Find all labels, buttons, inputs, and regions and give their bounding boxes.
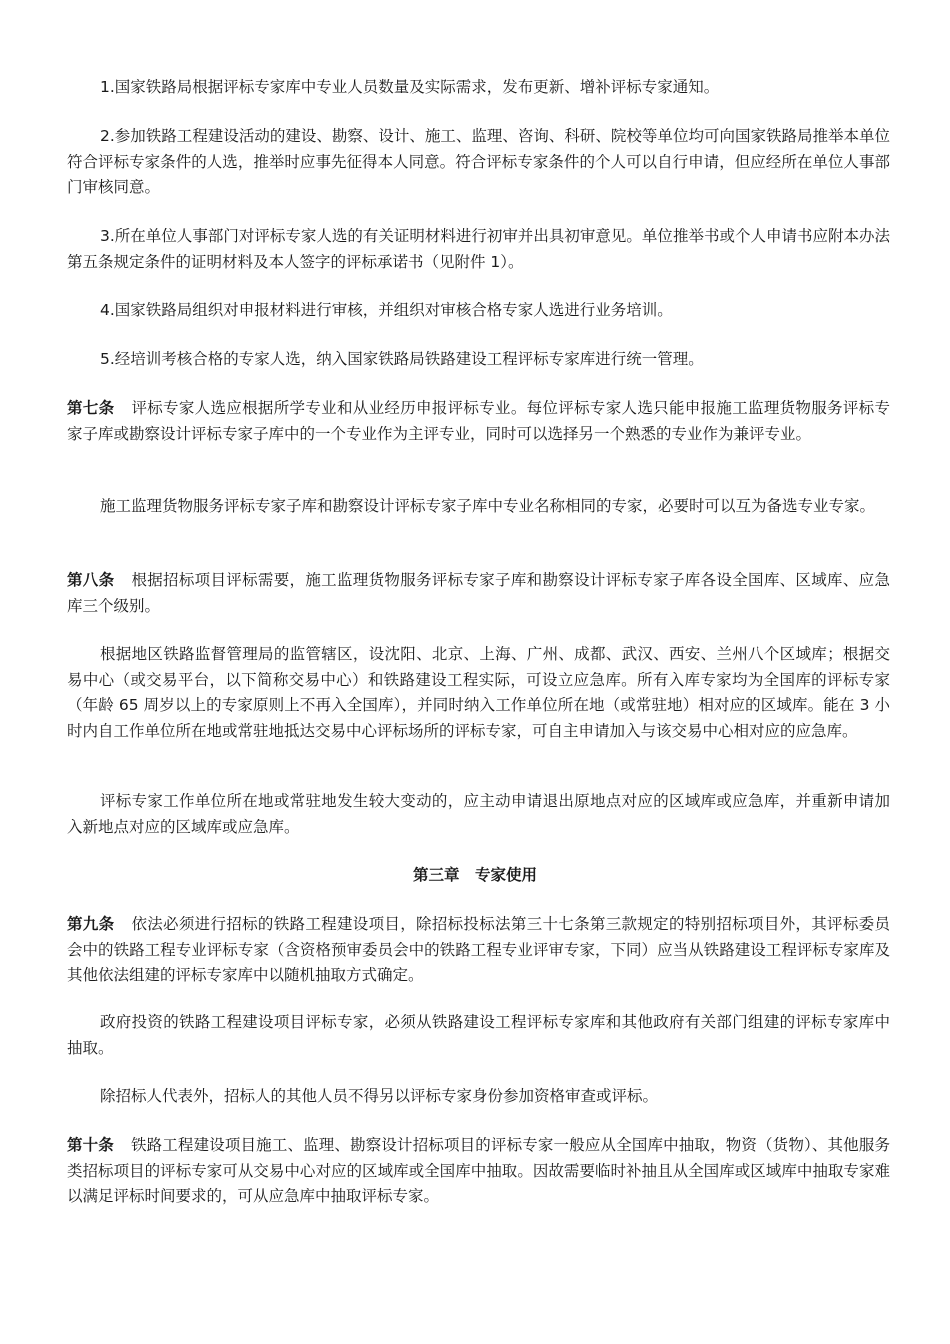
article-10-text: 铁路工程建设项目施工、监理、勘察设计招标项目的评标专家一般应从全国库中抽取，物资（货物）、其他服务类招标项目的评标专家可从交易中心对应的区域库或全国库中抽取。因故需要临时补抽且从全国库或区域库中抽取专家难以满足评标时间要求的，可从应急库中抽取评标专家。 — [67, 1136, 890, 1205]
list-item-1: 1.国家铁路局根据评标专家库中专业人员数量及实际需求，发布更新、增补评标专家通知。 — [100, 78, 720, 96]
article-8-para-2: 根据地区铁路监督管理局的监管辖区，设沈阳、北京、上海、广州、成都、武汉、西安、兰州八个区域库；根据交易中心（或交易平台，以下简称交易中心）和铁路建设工程实际，可设立应急库。所有入库专家均为全国库的评标专家（年龄 65 周岁以上的专家原则上不再入全国库），并同时纳入工作单位所在地（或常驻地）相对应的区域库。能在 3 小时内自工作单位所在地或常驻地抵达交易中心评标场所的评标专家，可自主申请加入与该交易中心相对应的应急库。 — [67, 645, 890, 740]
list-item-2: 2.参加铁路工程建设活动的建设、勘察、设计、施工、监理、咨询、科研、院校等单位均可向国家铁路局推举本单位符合评标专家条件的人选，推举时应事先征得本人同意。符合评标专家条件的个人可以自行申请，但应经所在单位人事部门审核同意。 — [67, 127, 890, 196]
article-9-para-3: 除招标人代表外，招标人的其他人员不得另以评标专家身份参加资格审查或评标。 — [100, 1087, 659, 1105]
list-item-5: 5.经培训考核合格的专家人选，纳入国家铁路局铁路建设工程评标专家库进行统一管理。 — [100, 350, 704, 368]
chapter-heading: 第三章 专家使用 — [412, 866, 537, 884]
article-10-label: 第十条 — [67, 1136, 114, 1154]
article-7-para-2: 施工监理货物服务评标专家子库和勘察设计评标专家子库中专业名称相同的专家，必要时可以互为备选专业专家。 — [100, 497, 876, 515]
list-item-3: 3.所在单位人事部门对评标专家人选的有关证明材料进行初审并出具初审意见。单位推举书或个人申请书应附本办法第五条规定条件的证明材料及本人签字的评标承诺书（见附件 1）。 — [67, 227, 890, 271]
article-8-text: 根据招标项目评标需要，施工监理货物服务评标专家子库和勘察设计评标专家子库各设全国库、区域库、应急库三个级别。 — [67, 571, 890, 615]
article-8-para-3: 评标专家工作单位所在地或常驻地发生较大变动的，应主动申请退出原地点对应的区域库或应急库，并重新申请加入新地点对应的区域库或应急库。 — [67, 792, 890, 836]
article-7 — [67, 396, 890, 447]
list-item-4: 4.国家铁路局组织对申报材料进行审核，并组织对审核合格专家人选进行业务培训。 — [100, 301, 673, 319]
article-10 — [67, 1133, 890, 1210]
article-8-label: 第八条 — [67, 571, 115, 589]
article-7-label: 第七条 — [67, 399, 115, 417]
article-9-text: 依法必须进行招标的铁路工程建设项目，除招标投标法第三十七条第三款规定的特别招标项目外，其评标委员会中的铁路工程专业评标专家（含资格预审委员会中的铁路工程专业评审专家，下同）应当从铁路建设工程评标专家库及其他依法组建的评标专家库中以随机抽取方式确定。 — [67, 915, 890, 984]
article-8 — [67, 568, 890, 619]
article-9 — [67, 912, 890, 989]
article-9-label: 第九条 — [67, 915, 115, 933]
article-7-text: 评标专家人选应根据所学专业和从业经历申报评标专业。每位评标专家人选只能申报施工监理货物服务评标专家子库或勘察设计评标专家子库中的一个专业作为主评专业，同时可以选择另一个熟悉的专业作为兼评专业。 — [67, 399, 890, 443]
article-9-para-2: 政府投资的铁路工程建设项目评标专家，必须从铁路建设工程评标专家库和其他政府有关部门组建的评标专家库中抽取。 — [67, 1013, 890, 1057]
